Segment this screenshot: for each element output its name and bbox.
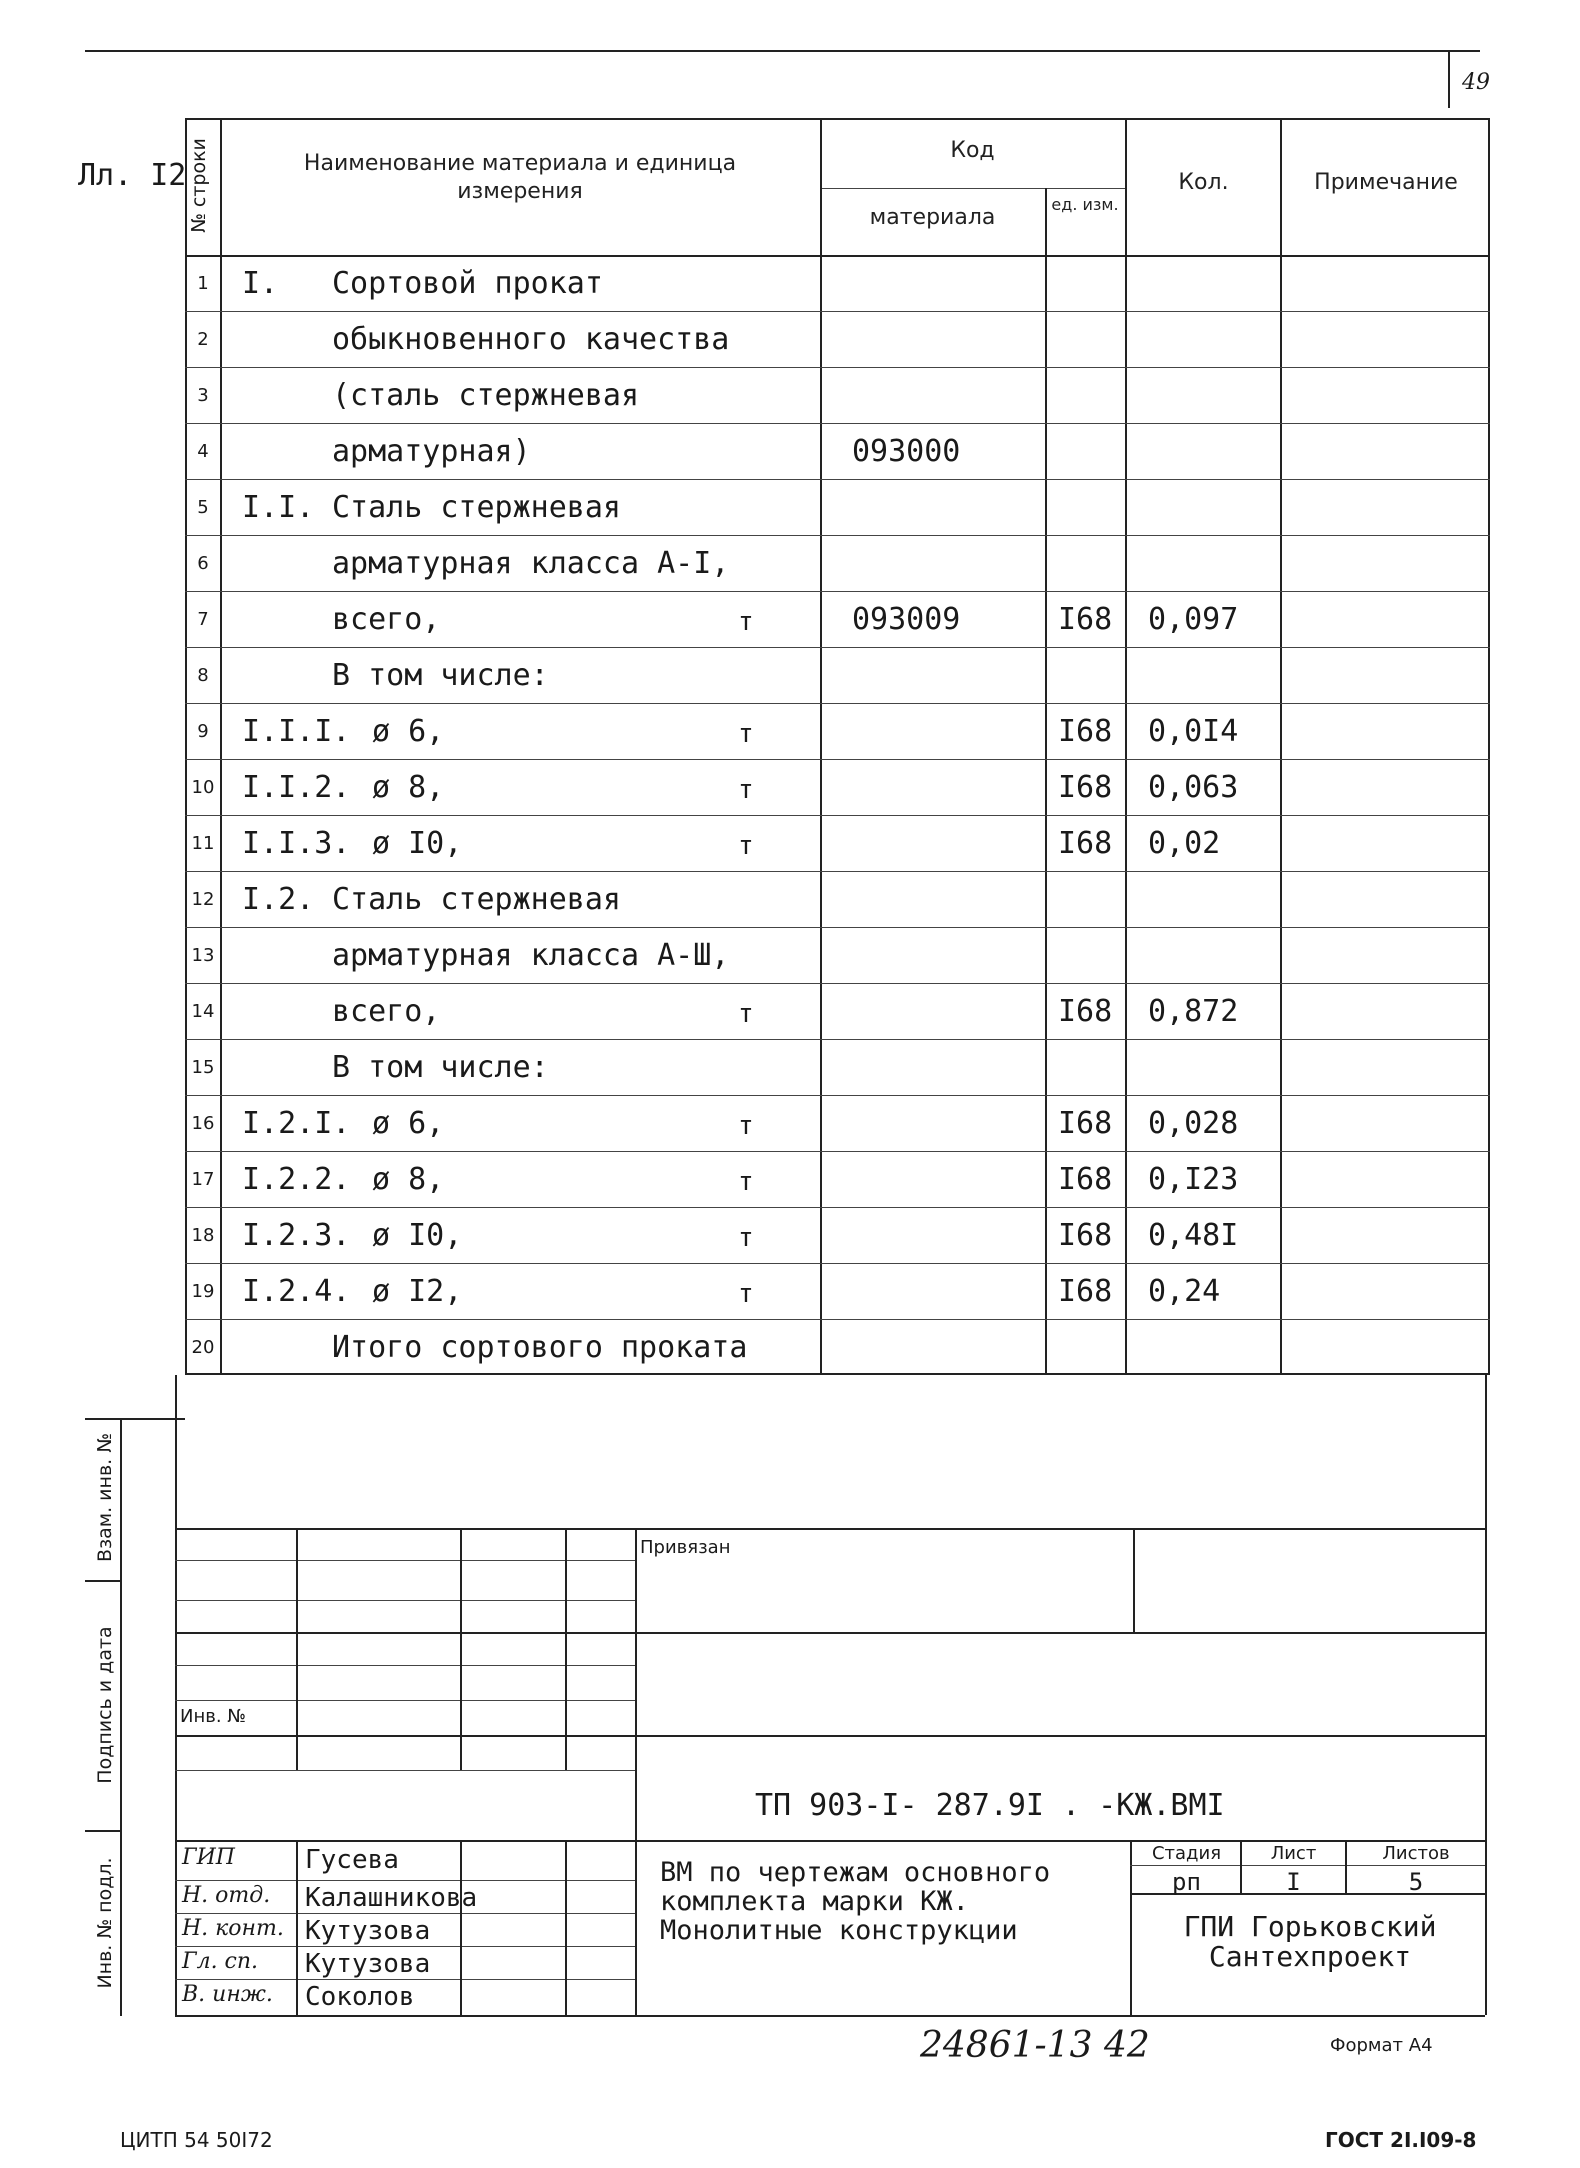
unit-symbol: т	[738, 1223, 754, 1253]
unit-code: I68	[1058, 1218, 1113, 1253]
item-text: ø I2,	[372, 1274, 463, 1309]
unit-symbol: т	[738, 607, 754, 637]
item-number: I.2.4.	[242, 1274, 351, 1309]
sheets-value: 5	[1408, 1868, 1424, 1896]
row-number: 17	[191, 1169, 215, 1190]
unit-code: I68	[1058, 770, 1113, 805]
row-divider	[185, 1151, 1490, 1152]
organization	[1135, 1912, 1485, 1972]
row-number: 14	[191, 1001, 215, 1022]
row-divider	[185, 815, 1490, 816]
item-text: Сортовой прокат	[332, 266, 603, 301]
material-code: 093000	[852, 434, 961, 469]
stage-header: Стадия	[1151, 1843, 1222, 1864]
signer-role: Н. отд.	[182, 1883, 271, 1908]
row-divider	[185, 703, 1490, 704]
row-number: 2	[197, 329, 209, 350]
item-number: I.	[242, 266, 279, 301]
title-line: ВМ по чертежам основного	[660, 1857, 1051, 1888]
row-number: 20	[191, 1337, 215, 1358]
unit-symbol: т	[738, 1111, 754, 1141]
qty-header: Кол.	[1178, 170, 1229, 195]
privyazan-label: Привязан	[640, 1537, 731, 1558]
code-header: Код	[950, 138, 995, 163]
row-number: 4	[197, 441, 209, 462]
row-number: 12	[191, 889, 215, 910]
item-text: всего,	[332, 602, 441, 637]
item-number: I.I.3.	[242, 826, 351, 861]
unit-symbol: т	[738, 831, 754, 861]
footer-left: ЦИТП 54 50I72	[120, 2128, 273, 2152]
sheets-header: Листов	[1382, 1843, 1450, 1864]
row-number: 1	[197, 273, 209, 294]
unit-code: I68	[1058, 602, 1113, 637]
unit-symbol: т	[738, 719, 754, 749]
unit-symbol: т	[738, 775, 754, 805]
row-number: 15	[191, 1057, 215, 1078]
row-divider	[185, 591, 1490, 592]
row-divider	[185, 423, 1490, 424]
unit-symbol: т	[738, 1167, 754, 1197]
org-line: Сантехпроект	[1208, 1940, 1412, 1973]
signer-name: Соколов	[305, 1982, 415, 2012]
row-number: 13	[191, 945, 215, 966]
row-number: 10	[191, 777, 215, 798]
item-text: Сталь стержневая	[332, 882, 621, 917]
document-title	[660, 1858, 1050, 1945]
signer-name: Калашникова	[305, 1883, 478, 1913]
row-divider	[185, 759, 1490, 760]
item-text: В том числе:	[332, 1050, 549, 1085]
item-number: I.2.	[242, 882, 315, 917]
item-text: ø 8,	[372, 1162, 445, 1197]
signer-role: В. инж.	[182, 1982, 273, 2007]
row-number: 19	[191, 1281, 215, 1302]
row-divider	[185, 535, 1490, 536]
unit-symbol: т	[738, 1279, 754, 1309]
item-text: Сталь стержневая	[332, 490, 621, 525]
row-number: 8	[197, 665, 209, 686]
item-text: всего,	[332, 994, 441, 1029]
item-text: Итого сортового проката	[332, 1330, 748, 1365]
unit-header: ед. изм.	[1051, 195, 1119, 214]
row-divider	[185, 311, 1490, 312]
item-text: арматурная класса А-Ш,	[332, 938, 730, 973]
sheet-header: Лист	[1270, 1843, 1317, 1864]
inv-no-label: Инв. №	[180, 1706, 247, 1727]
quantity: 0,097	[1148, 602, 1239, 637]
corner-mark: 49	[1462, 70, 1490, 95]
item-text: (сталь стержневая	[332, 378, 640, 413]
item-number: I.2.3.	[242, 1218, 351, 1253]
item-text: арматурная)	[332, 434, 531, 469]
signer-role: Н. конт.	[182, 1916, 284, 1941]
item-text: ø 6,	[372, 1106, 445, 1141]
row-divider	[185, 1319, 1490, 1320]
item-number: I.I.	[242, 490, 315, 525]
row-divider	[185, 1039, 1490, 1040]
unit-code: I68	[1058, 1274, 1113, 1309]
format-label: Формат А4	[1330, 2035, 1433, 2056]
org-line: ГПИ Горьковский	[1183, 1910, 1437, 1943]
quantity: 0,0I4	[1148, 714, 1239, 749]
item-number: I.I.2.	[242, 770, 351, 805]
label-vzam-inv: Взам. инв. №	[94, 1433, 116, 1563]
row-divider	[185, 1263, 1490, 1264]
item-text: арматурная класса А-I,	[332, 546, 730, 581]
row-divider	[185, 367, 1490, 368]
unit-symbol: т	[738, 999, 754, 1029]
quantity: 0,02	[1148, 826, 1221, 861]
row-number: 11	[191, 833, 215, 854]
row-number-header: № строки	[188, 138, 210, 233]
note-header: Примечание	[1314, 170, 1458, 195]
material-code-header: материала	[869, 205, 996, 230]
unit-code: I68	[1058, 1162, 1113, 1197]
signer-role: Гл. сп.	[182, 1949, 259, 1974]
unit-code: I68	[1058, 1106, 1113, 1141]
row-number: 5	[197, 497, 209, 518]
label-inv-podl: Инв. № подл.	[94, 1857, 116, 1989]
signer-name: Кутузова	[305, 1949, 431, 1979]
sheet-label: Лл. I2	[78, 158, 187, 193]
row-number: 16	[191, 1113, 215, 1134]
unit-code: I68	[1058, 714, 1113, 749]
row-number: 3	[197, 385, 209, 406]
row-divider	[185, 1095, 1490, 1096]
row-divider	[185, 871, 1490, 872]
item-text: В том числе:	[332, 658, 549, 693]
title-line: комплекта марки КЖ.	[660, 1886, 969, 1917]
title-line: Монолитные конструкции	[660, 1915, 1018, 1946]
item-text: ø 8,	[372, 770, 445, 805]
row-divider	[185, 647, 1490, 648]
quantity: 0,I23	[1148, 1162, 1239, 1197]
stage-value: рп	[1172, 1868, 1201, 1896]
item-number: I.2.I.	[242, 1106, 351, 1141]
handwritten-number: 24861-13 42	[920, 2025, 1150, 2066]
row-number: 18	[191, 1225, 215, 1246]
item-number: I.I.I.	[242, 714, 351, 749]
item-number: I.2.2.	[242, 1162, 351, 1197]
quantity: 0,063	[1148, 770, 1239, 805]
item-text: ø I0,	[372, 1218, 463, 1253]
quantity: 0,48I	[1148, 1218, 1239, 1253]
unit-code: I68	[1058, 994, 1113, 1029]
item-text: ø I0,	[372, 826, 463, 861]
quantity: 0,24	[1148, 1274, 1221, 1309]
row-number: 6	[197, 553, 209, 574]
sheet-value: I	[1286, 1868, 1301, 1896]
material-code: 093009	[852, 602, 961, 637]
row-divider	[185, 927, 1490, 928]
drawing-designation: ТП 903-I- 287.9I . -КЖ.ВМI	[755, 1788, 1225, 1823]
signer-role: ГИП	[182, 1845, 235, 1870]
signer-name: Кутузова	[305, 1916, 431, 1946]
item-text: ø 6,	[372, 714, 445, 749]
name-header: Наименование материала и единица измерения	[303, 151, 737, 204]
row-number: 7	[197, 609, 209, 630]
unit-code: I68	[1058, 826, 1113, 861]
row-divider	[185, 983, 1490, 984]
quantity: 0,872	[1148, 994, 1239, 1029]
row-divider	[185, 1207, 1490, 1208]
signer-name: Гусева	[305, 1845, 399, 1875]
item-text: обыкновенного качества	[332, 322, 730, 357]
footer-right: ГОСТ 2I.I09-8	[1325, 2128, 1477, 2152]
row-divider	[185, 479, 1490, 480]
row-number: 9	[197, 721, 209, 742]
label-signature-date: Подпись и дата	[94, 1626, 116, 1784]
quantity: 0,028	[1148, 1106, 1239, 1141]
